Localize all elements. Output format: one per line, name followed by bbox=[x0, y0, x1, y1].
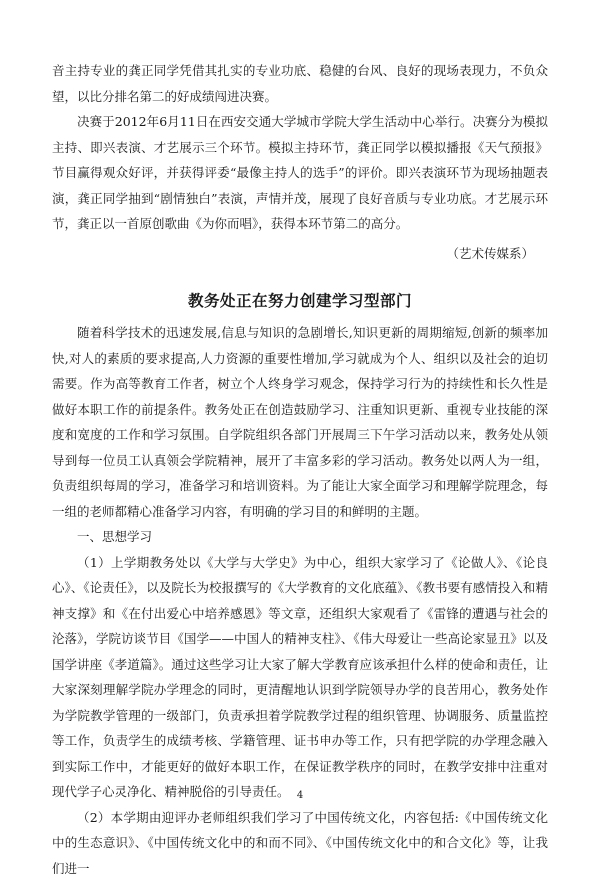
article1-paragraph-1: 音主持专业的龚正同学凭借其扎实的专业功底、稳健的台风、良好的现场表现力，不负众望，以比分排名第二的好成绩闯进决赛。 bbox=[52, 58, 548, 109]
page-content bbox=[52, 58, 548, 881]
article1-source: （艺术传媒系） bbox=[52, 241, 548, 267]
section1-heading: 一、思想学习 bbox=[52, 524, 548, 550]
section1-item-2: （2）本学期由迎评办老师组织我们学习了中国传统文化，内容包括:《中国传统文化中的生态意识》、《中国传统文化中的和而不同》、《中国传统文化中的和合文化》等，让我们进一 bbox=[52, 805, 548, 881]
article2-title: 教务处正在努力创建学习型部门 bbox=[52, 288, 548, 314]
article1-paragraph-2: 决赛于2012年6月11日在西安交通大学城市学院大学生活动中心举行。决赛分为模拟主持、即兴表演、才艺展示三个环节。模拟主持环节，龚正同学以模拟播报《天气预报》节目赢得观众好评，并获得评委“最像主持人的选手”的评价。即兴表演环节为现场抽题表演，龚正同学抽到“剧情独白”表演，声情并茂，展现了良好音质与专业功底。才艺展示环节，龚正以一首原创歌曲《为你而唱》，获得本环节第二的高分。 bbox=[52, 109, 548, 237]
article2-intro: 随着科学技术的迅速发展,信息与知识的急剧增长,知识更新的周期缩短,创新的频率加快,对人的素质的要求提高,人力资源的重要性增加,学习就成为个人、组织以及社会的迫切需要。作为高等教育工作者，树立个人终身学习观念，保持学习行为的持续性和长久性是做好本职工作的前提条件。教务处正在创造鼓励学习、注重知识更新、重视专业技能的深度和宽度的工作和学习氛围。自学院组织各部门开展周三下午学习活动以来，教务处从领导到每一位员工认真领会学院精神，展开了丰富多彩的学习活动。教务处以两人为一组，负责组织每周的学习，准备学习和培训资料。为了能让大家全面学习和理解学院理念，每一组的老师都精心准备学习内容，有明确的学习目的和鲜明的主题。 bbox=[52, 320, 548, 524]
page-number: 4 bbox=[0, 790, 600, 801]
section1-item-1: （1）上学期教务处以《大学与大学史》为中心，组织大家学习了《论做人》、《论良心》、《论责任》，以及院长为校报撰写的《大学教育的文化底蕴》、《教书要有感情投入和精神支撑》和《在付出爱心中培养感恩》等文章，还组织大家观看了《雷锋的遭遇与社会的沦落》，学院访谈节目《国学——中国人的精神支柱》、《伟大母爱让一些高论家显丑》以及国学讲座《孝道篇》。通过这些学习让大家了解大学教育应该承担什么样的使命和责任，让大家深刻理解学院办学理念的同时，更清醒地认识到学院领导办学的良苦用心，教务处作为学院教学管理的一级部门，负责承担着学院教学过程的组织管理、协调服务、质量监控等工作，负责学生的成绩考核、学籍管理、证书申办等工作，只有把学院的办学理念融入到实际工作中，才能更好的做好本职工作，在保证教学秩序的同时，在教学安排中注重对现代学子心灵净化、精神脱俗的引导责任。 bbox=[52, 550, 548, 805]
